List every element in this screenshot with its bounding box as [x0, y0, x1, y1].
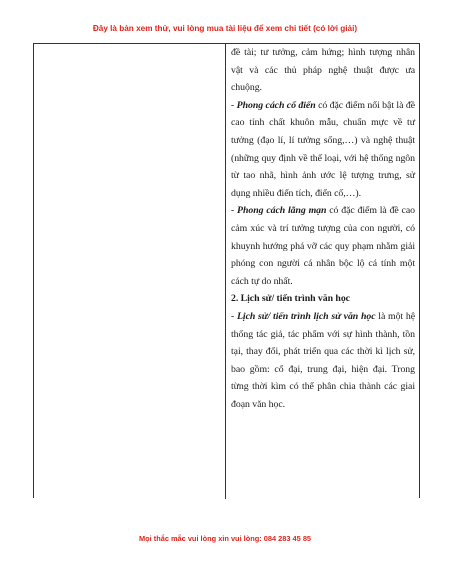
content-table — [33, 43, 420, 498]
paragraph-romantic-style — [231, 202, 415, 290]
paragraph-topics: đề tài; tư tưởng, cảm hứng; hình tượng nhân vật và các thủ pháp nghệ thuật được ưa chuộng. — [231, 47, 415, 94]
contact-footer-banner: Mọi thắc mắc vui lòng xin vui lòng: 084 283 45 85 — [138, 534, 312, 543]
column-divider — [225, 44, 226, 499]
right-column-cell — [231, 44, 415, 413]
preview-notice-banner: Đây là bản xem thử, vui lòng mua tài liệu để xem chi tiết (có lời giải) — [92, 24, 358, 33]
paragraph-classical-style — [231, 97, 415, 203]
definition-classical-style: có đặc điểm nổi bật là đề cao tính chất khuôn mẫu, chuẩn mực về tư tưởng (đạo lí, lí tưởng sống,…) và nghệ thuật (những quy định về thể loại, với hệ thống ngôn từ tao nhã, hình ảnh ước lệ tượng trưng, sử dụng nhiều điển tích, điển cố,…). — [231, 99, 415, 199]
term-classical-style: - Phong cách cổ điển — [231, 99, 316, 111]
term-literary-history: - Lịch sử/ tiến trình lịch sử văn học — [231, 310, 376, 322]
definition-literary-history: là một hệ thống tác giả, tác phẩm với sự hình thành, tồn tại, thay đổi, phát triển qua các thời kì lịch sử, bao gồm: cổ đại, trung đại, hiện đại. Trong từng thời kìm có thể phân chia thành các giai đoạn văn học. — [231, 310, 416, 410]
definition-romantic-style: có đặc điểm là đề cao cảm xúc và trí tưởng tượng của con người, có khuynh hướng phá vỡ các quy phạm nhằm giải phóng con người cá nhân bộc lộ cá tính một cách tự do nhất. — [231, 205, 415, 287]
section-heading-history: 2. Lịch sử/ tiến trình văn học — [231, 293, 350, 305]
term-romantic-style: - Phong cách lãng mạn — [231, 205, 327, 217]
paragraph-literary-history — [231, 308, 415, 414]
